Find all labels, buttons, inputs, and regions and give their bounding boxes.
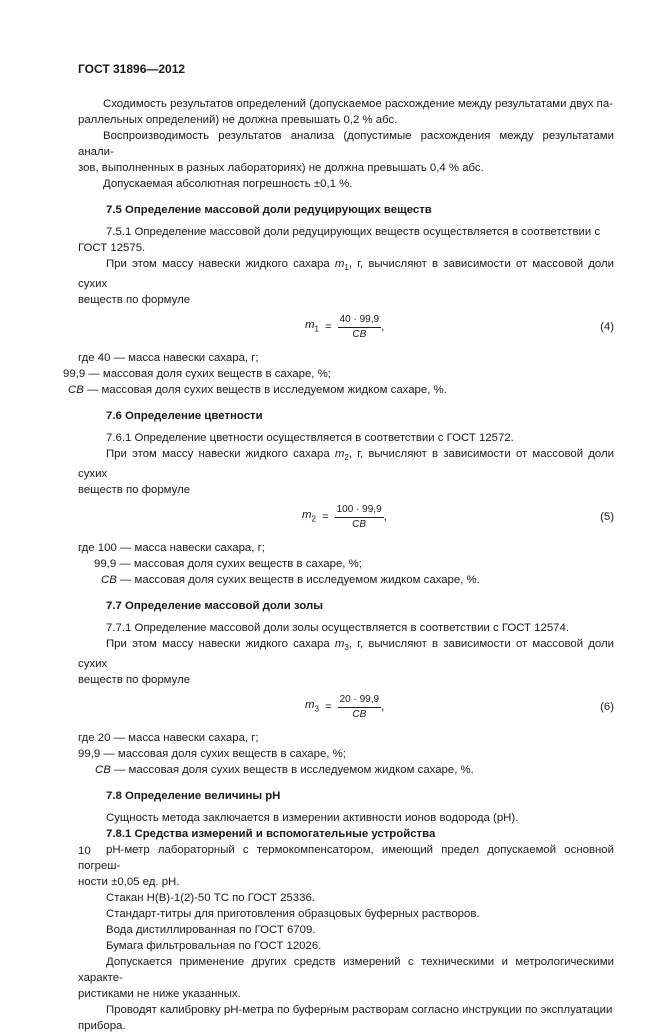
formula-number: (5) [600, 511, 614, 523]
paragraph: При этом массу навески жидкого сахара $m_3$, г, вычисляют в зависимости от массовой доли сухих [78, 638, 614, 670]
paragraph-cont: ГОСТ 12575. [78, 242, 146, 254]
paragraph: Бумага фильтровальная по ГОСТ 12026. [106, 940, 322, 952]
formula-number: (6) [600, 701, 614, 713]
paragraph: При этом массу навески жидкого сахара $m_1$, г, вычисляют в зависимости от массовой доли сухих [78, 258, 614, 290]
section-heading-7-5: 7.5 Определение массовой доли редуцирующих веществ [106, 204, 432, 216]
paragraph: pH-метр лабораторный с термокомпенсатором, имеющий предел допускаемой основной погреш- [78, 844, 614, 872]
paragraph: Вода дистиллированная по ГОСТ 6709. [106, 924, 316, 936]
section-heading-7-7: 7.7 Определение массовой доли золы [106, 600, 323, 612]
formula-5: $m_2$ = $\frac{100 \cdot 99,9}{СВ}$ , (5) [302, 503, 614, 530]
paragraph: Сущность метода заключается в измерении активности ионов водорода (pH). [106, 812, 519, 824]
paragraph: Допускается применение других средств измерений с техническими и метрологическими характе- [78, 956, 614, 984]
paragraph: Стакан Н(В)-1(2)-50 ТС по ГОСТ 25336. [106, 892, 315, 904]
paragraph-cont: веществ по формуле [78, 294, 191, 306]
where-line-2: 99,9 — массовая доля сухих веществ в сахаре, %; [94, 558, 362, 570]
where-line-3: СВ — массовая доля сухих веществ в исследуемом жидком сахаре, %. [68, 384, 447, 396]
where-line-2: 99,9 — массовая доля сухих веществ в сахаре, %; [78, 748, 346, 760]
where-line-3: СВ — массовая доля сухих веществ в исследуемом жидком сахаре, %. [101, 574, 480, 586]
paragraph: Проводят калибровку pH-метра по буферным растворам согласно инструкции по эксплуатации [106, 1004, 613, 1016]
page-body [63, 96, 614, 1034]
page-number: 10 [78, 845, 91, 857]
where-line-2: 99,9 — массовая доля сухих веществ в сахаре, %; [63, 368, 331, 380]
paragraph-cont: зов, выполненных в разных лабораториях) не должна превышать 0,4 % абс. [78, 162, 484, 174]
document-code-header: ГОСТ 31896—2012 [78, 62, 186, 76]
formula-6: $m_3$ = $\frac{20 \cdot 99,9}{СВ}$ , (6) [305, 693, 614, 720]
paragraph-cont: веществ по формуле [78, 674, 191, 686]
paragraph-cont: раллельных определений) не должна превышать 0,2 % абс. [78, 114, 398, 126]
where-line: где 40 — масса навески сахара, г; [78, 352, 259, 364]
paragraph-cont: веществ по формуле [78, 484, 191, 496]
paragraph: 7.5.1 Определение массовой доли редуцирующих веществ осуществляется в соответствии с [106, 226, 601, 238]
paragraph-cont: ристиками не ниже указанных. [78, 988, 241, 1000]
where-line-3: СВ — массовая доля сухих веществ в исследуемом жидком сахаре, %. [95, 764, 474, 776]
subsection-heading-7-8-1: 7.8.1 Средства измерений и вспомогательные устройства [106, 828, 436, 840]
formula-4: $m_1$ = $\frac{40 \cdot 99,9}{СВ}$ , (4) [305, 313, 614, 340]
paragraph: 7.6.1 Определение цветности осуществляется в соответствии с ГОСТ 12572. [106, 432, 514, 444]
paragraph: Допускаемая абсолютная погрешность ±0,1 %. [103, 178, 353, 190]
formula-number: (4) [600, 321, 614, 333]
paragraph-cont: ности ±0,05 ед. pH. [78, 876, 180, 888]
paragraph: Сходимость результатов определений (допускаемое расхождение между результатами двух па- [103, 98, 613, 110]
section-heading-7-8: 7.8 Определение величины pH [106, 790, 281, 802]
where-line: где 20 — масса навески сахара, г; [78, 732, 259, 744]
section-heading-7-6: 7.6 Определение цветности [106, 410, 263, 422]
paragraph: Воспроизводимость результатов анализа (допустимые расхождения между результатами анали- [78, 130, 614, 158]
paragraph: Стандарт-титры для приготовления образцовых буферных растворов. [106, 908, 480, 920]
paragraph: При этом массу навески жидкого сахара $m_2$, г, вычисляют в зависимости от массовой доли сухих [78, 448, 614, 480]
where-line: где 100 — масса навески сахара, г; [78, 542, 265, 554]
paragraph-cont: прибора. [78, 1020, 126, 1032]
paragraph: 7.7.1 Определение массовой доли золы осуществляется в соответствии с ГОСТ 12574. [106, 622, 570, 634]
